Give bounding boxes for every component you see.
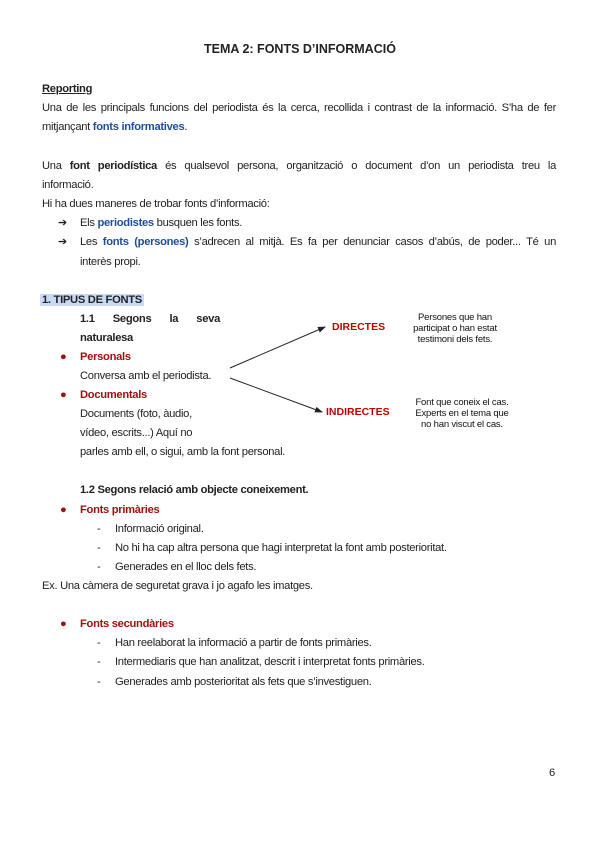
highlight-term: fonts (persones) xyxy=(102,236,189,248)
dash-item xyxy=(97,520,204,539)
text: Generades amb posterioritat als fets que s’investiguen. xyxy=(115,676,372,688)
diagram-label-directes: DIRECTES xyxy=(332,321,386,333)
diagram-label-indirectes: INDIRECTES xyxy=(326,406,390,418)
dash-icon: - xyxy=(97,656,101,668)
bullet-label: Documentals xyxy=(80,389,147,401)
note-line: testimoni dels fets. xyxy=(417,334,493,345)
arrow-to-directes xyxy=(230,327,325,368)
note-line: no han viscut el cas. xyxy=(421,419,503,430)
bullet-icon: ● xyxy=(60,504,67,516)
dash-item xyxy=(97,673,372,692)
dash-item xyxy=(97,558,257,577)
bullet-icon: ● xyxy=(60,618,67,630)
example: Ex. Una càmera de seguretat grava i jo agafo les imatges. xyxy=(42,580,313,592)
diagram-note-indirectes xyxy=(404,397,520,430)
text: mitjançant xyxy=(42,121,93,133)
paragraph: Una de les principals funcions del periodista és la cerca, recollida i contrast de la informació. S’ha de fer xyxy=(42,102,556,114)
text: Intermediaris que han analitzat, descrit i interpretat fonts primàries. xyxy=(115,656,425,668)
section-heading-text: 1. TIPUS DE FONTS xyxy=(42,294,142,306)
bullet-label: Fonts secundàries xyxy=(80,618,174,630)
dash-icon: - xyxy=(97,637,101,649)
dash-icon: - xyxy=(97,561,101,573)
note-line: Persones que han xyxy=(418,312,492,323)
bold-term: font periodística xyxy=(69,160,157,172)
reporting-heading-text: Reporting xyxy=(42,83,93,95)
note-line: participat o han estat xyxy=(413,323,497,334)
text: Una xyxy=(42,160,70,172)
highlight-term: periodistes xyxy=(97,217,154,229)
dash-icon: - xyxy=(97,542,101,554)
bullet-label: Fonts primàries xyxy=(80,504,160,516)
bullet-item xyxy=(60,501,160,520)
arrow-to-indirectes xyxy=(230,378,322,412)
dash-item xyxy=(97,634,372,653)
text: Generades en el lloc dels fets. xyxy=(115,561,257,573)
subheading: 1.1 Segons la seva xyxy=(80,313,220,325)
text: Informació original. xyxy=(115,523,204,535)
diagram-note-directes xyxy=(400,312,510,345)
text: busquen les fonts. xyxy=(153,217,243,229)
bullet-icon: ● xyxy=(60,351,67,363)
arrow-icon: ➔ xyxy=(58,236,68,248)
dash-icon: - xyxy=(97,676,101,688)
text: és qualsevol persona, organització o document d’on un periodista treu la xyxy=(156,160,557,172)
text: Documents (foto, àudio, xyxy=(80,408,192,420)
text: Els xyxy=(80,217,98,229)
arrow-icon: ➔ xyxy=(58,217,68,229)
text: Conversa amb el periodista. xyxy=(80,370,212,382)
list-item-continuation: interès propi. xyxy=(80,256,141,268)
text: vídeo, escrits...) Aquí no xyxy=(80,427,193,439)
note-line: Experts en el tema que xyxy=(415,408,509,419)
bullet-icon: ● xyxy=(60,389,67,401)
page-title: TEMA 2: FONTS D’INFORMACIÓ xyxy=(204,42,396,56)
text: . xyxy=(184,121,188,133)
text: No hi ha cap altra persona que hagi interpretat la font amb posterioritat. xyxy=(115,542,447,554)
note-line: Font que coneix el cas. xyxy=(415,397,509,408)
paragraph: informació. xyxy=(42,179,94,191)
bullet-item xyxy=(60,615,174,634)
bullet-label: Personals xyxy=(80,351,131,363)
text: Han reelaborat la informació a partir de fonts primàries. xyxy=(115,637,372,649)
text: Les xyxy=(80,236,103,248)
text: parles amb ell, o sigui, amb la font personal. xyxy=(80,446,286,458)
subheading: naturalesa xyxy=(80,332,133,344)
dash-item xyxy=(97,539,447,558)
subheading: 1.2 Segons relació amb objecte coneixement. xyxy=(80,484,309,496)
highlight-term: fonts informatives xyxy=(92,121,185,133)
page-number: 6 xyxy=(549,767,555,779)
dash-item xyxy=(97,653,425,672)
text: s’adrecen al mitjà. Es fa per denunciar casos d’abús, de poder... Té un xyxy=(188,236,556,248)
dash-icon: - xyxy=(97,523,101,535)
paragraph: Hi ha dues maneres de trobar fonts d’informació: xyxy=(42,198,270,210)
